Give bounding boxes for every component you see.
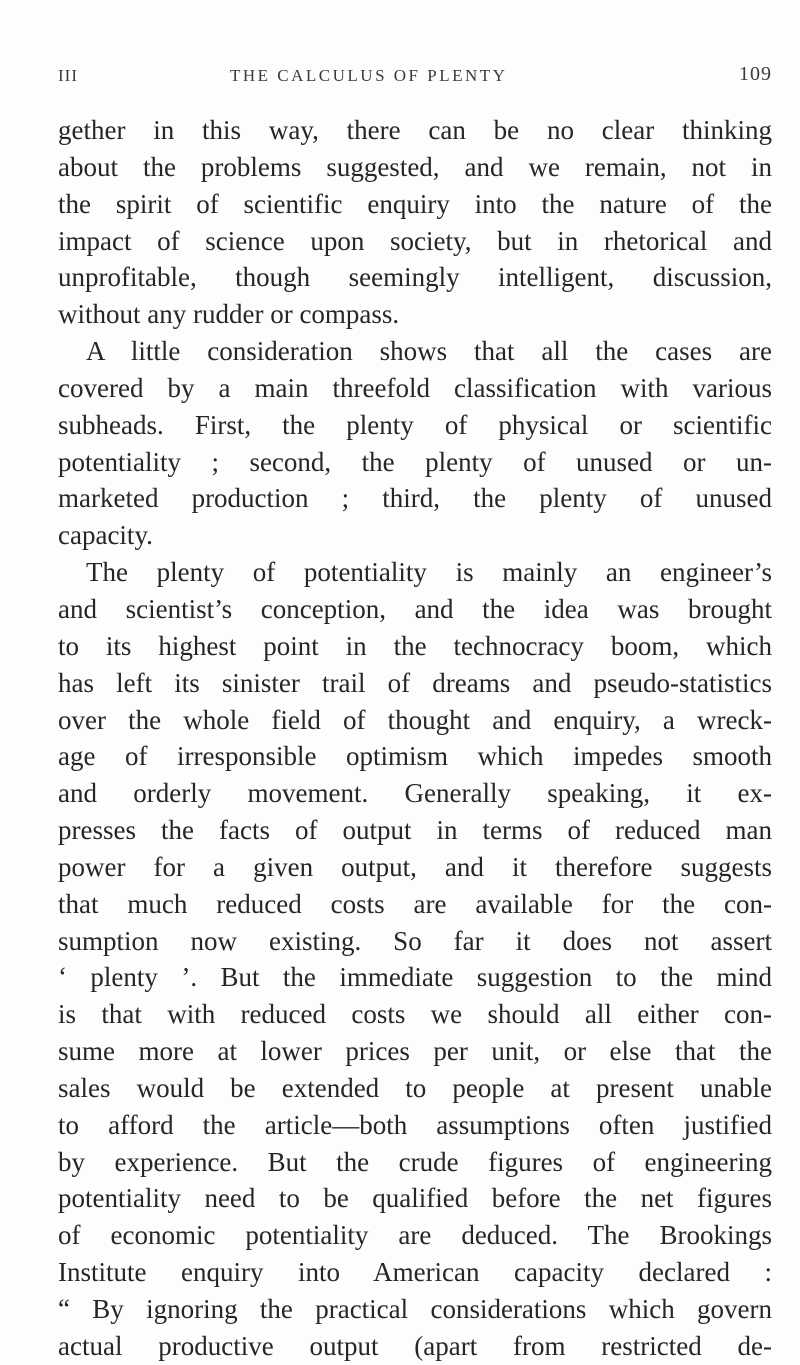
text-line: presses the facts of output in terms of reduced man [58, 815, 772, 846]
text-line: potentiality ; second, the plenty of unused or un- [58, 446, 772, 477]
text-line: potentiality need to be qualified before the net figures [58, 1183, 772, 1214]
text-line: marketed production ; third, the plenty of unused [58, 483, 772, 514]
running-title: THE CALCULUS OF PLENTY [230, 66, 508, 85]
text-line: The plenty of potentiality is mainly an engineer’s [86, 557, 772, 588]
text-line: age of irresponsible optimism which impedes smooth [58, 741, 772, 772]
body-text [58, 112, 772, 1365]
text-line: and scientist’s conception, and the idea was brought [58, 593, 772, 624]
text-line: of economic potentiality are deduced. The Brookings [58, 1220, 772, 1251]
text-line: about the problems suggested, and we remain, not in [58, 151, 772, 182]
text-line: covered by a main threefold classification with various [58, 372, 772, 403]
text-line: the spirit of scientific enquiry into the nature of the [58, 188, 772, 219]
text-line: without any rudder or compass. [58, 299, 400, 330]
text-line: gether in this way, there can be no clear thinking [58, 115, 772, 145]
text-line: to afford the article—both assumptions often justified [58, 1109, 772, 1140]
text-line: “ By ignoring the practical considerations which govern [58, 1294, 772, 1324]
text-line: has left its sinister trail of dreams and pseudo-statistics [58, 667, 772, 698]
text-line: Institute enquiry into American capacity declared : [58, 1257, 772, 1288]
text-line: to its highest point in the technocracy boom, which [58, 630, 772, 661]
text-line: subheads. First, the plenty of physical or scientific [58, 409, 772, 440]
text-line: that much reduced costs are available for the con- [58, 888, 772, 919]
page-number: 109 [739, 63, 772, 85]
text-line: power for a given output, and it therefore suggests [58, 851, 772, 882]
chapter-number: III [58, 66, 78, 85]
running-head [58, 63, 772, 96]
text-line: unprofitable, though seemingly intelligent, discussion, [58, 262, 772, 293]
text-line: impact of science upon society, but in rhetorical and [58, 225, 772, 256]
text-line: is that with reduced costs we should all either con- [58, 999, 772, 1030]
text-line: sume more at lower prices per unit, or else that the [58, 1036, 772, 1067]
text-line: and orderly movement. Generally speaking, it ex- [58, 778, 772, 809]
text-line: A little consideration shows that all the cases are [86, 336, 772, 367]
text-line: capacity. [58, 520, 153, 551]
text-line: actual productive output (apart from restricted de- [58, 1330, 772, 1361]
text-line: over the whole field of thought and enquiry, a wreck- [58, 704, 772, 735]
text-line: sales would be extended to people at present unable [58, 1072, 772, 1103]
text-line: sumption now existing. So far it does not assert [58, 925, 772, 956]
text-line: ‘ plenty ’. But the immediate suggestion to the mind [58, 962, 772, 993]
text-line: by experience. But the crude figures of engineering [58, 1146, 772, 1177]
